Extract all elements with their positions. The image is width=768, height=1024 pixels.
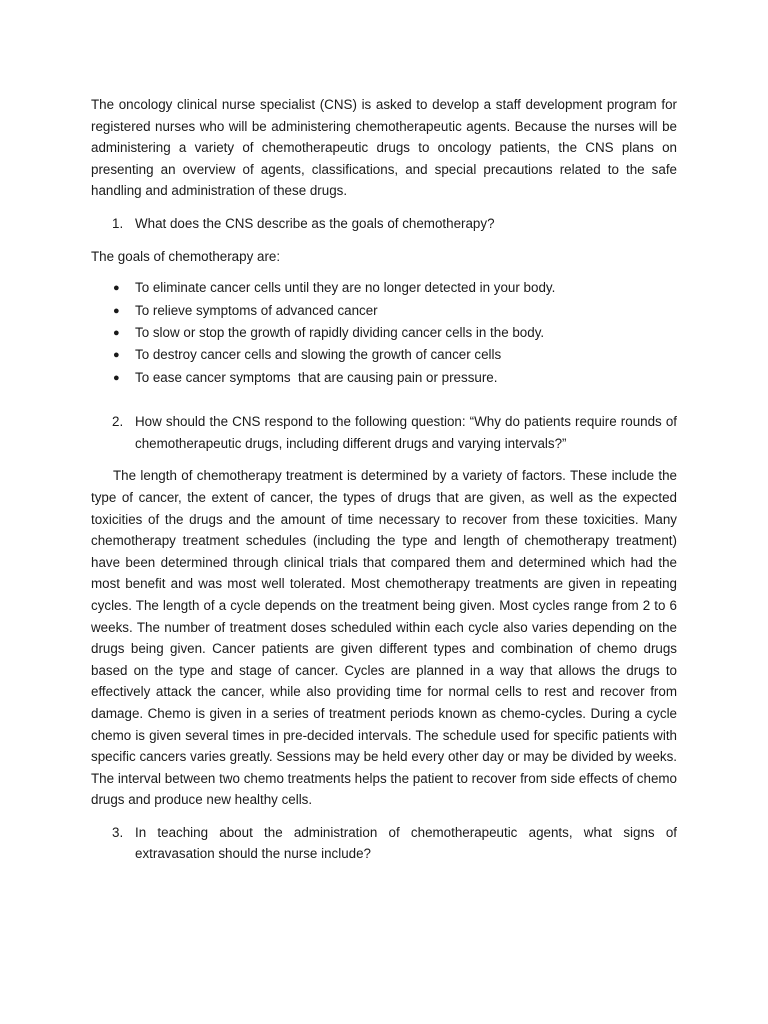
- question-text: How should the CNS respond to the following question: “Why do patients require rounds of chemotherapeutic drugs, including different drugs and varying intervals?”: [135, 414, 677, 451]
- list-item: [91, 344, 677, 366]
- goals-list: [91, 277, 677, 389]
- list-item: [91, 277, 677, 299]
- bullet-icon: ●: [113, 282, 120, 295]
- bullet-icon: ●: [113, 326, 120, 339]
- bullet-icon: ●: [113, 304, 120, 317]
- goal-text: To ease cancer symptoms that are causing pain or pressure.: [135, 369, 498, 385]
- question-number: 3.: [112, 824, 124, 840]
- question-1: [91, 213, 677, 235]
- question-text: What does the CNS describe as the goals of chemotherapy?: [135, 215, 495, 231]
- answer-paragraph: The length of chemotherapy treatment is determined by a variety of factors. These include the type of cancer, the extent of cancer, the types of drugs that are given, as well as the expected toxicities of the drugs and the amount of time necessary to recover from these toxicities. Many chemotherapy treatment schedules (including the type and length of chemotherapy treatment) have been determined through clinical trials that compared them and determined which had the most benefit and was most well tolerated. Most chemotherapy treatments are given in repeating cycles. The length of a cycle depends on the treatment being given. Most cycles range from 2 to 6 weeks. The number of treatment doses scheduled within each cycle also varies depending on the drugs being given. Cancer patients are given different types and combination of chemo drugs based on the type and stage of cancer. Cycles are planned in a way that allows the drugs to effectively attack the cancer, while also providing time for normal cells to rest and recover from damage. Chemo is given in a series of treatment periods known as chemo-cycles. During a cycle chemo is given several times in pre-decided intervals. The schedule used for specific patients with specific cancers varies greatly. Sessions may be held every other day or may be divided by weeks. The interval between two chemo treatments helps the patient to recover from side effects of chemo drugs and produce new healthy cells.: [91, 468, 677, 808]
- goal-text: To slow or stop the growth of rapidly dividing cancer cells in the body.: [135, 324, 545, 340]
- goals-heading: The goals of chemotherapy are:: [91, 248, 281, 264]
- goal-text: To relieve symptoms of advanced cancer: [135, 302, 378, 318]
- question-3: [91, 822, 677, 865]
- bullet-icon: ●: [113, 371, 120, 384]
- list-item: [91, 300, 677, 322]
- intro-paragraph: The oncology clinical nurse specialist (CNS) is asked to develop a staff development program for registered nurses who will be administering chemotherapeutic agents. Because the nurses will be administering a variety of chemotherapeutic drugs to oncology patients, the CNS plans on presenting an overview of agents, classifications, and special precautions related to the safe handling and administration of these drugs.: [91, 97, 677, 199]
- question-number: 1.: [112, 215, 124, 231]
- goal-text: To eliminate cancer cells until they are no longer detected in your body.: [135, 280, 556, 296]
- question-2: [91, 411, 677, 454]
- question-number: 2.: [112, 414, 124, 430]
- question-text: In teaching about the administration of chemotherapeutic agents, what signs of extravasation should the nurse include?: [135, 824, 677, 862]
- list-item: [91, 367, 677, 389]
- list-item: [91, 322, 677, 344]
- bullet-icon: ●: [113, 349, 120, 362]
- goal-text: To destroy cancer cells and slowing the growth of cancer cells: [135, 347, 502, 363]
- document-body: [91, 94, 677, 865]
